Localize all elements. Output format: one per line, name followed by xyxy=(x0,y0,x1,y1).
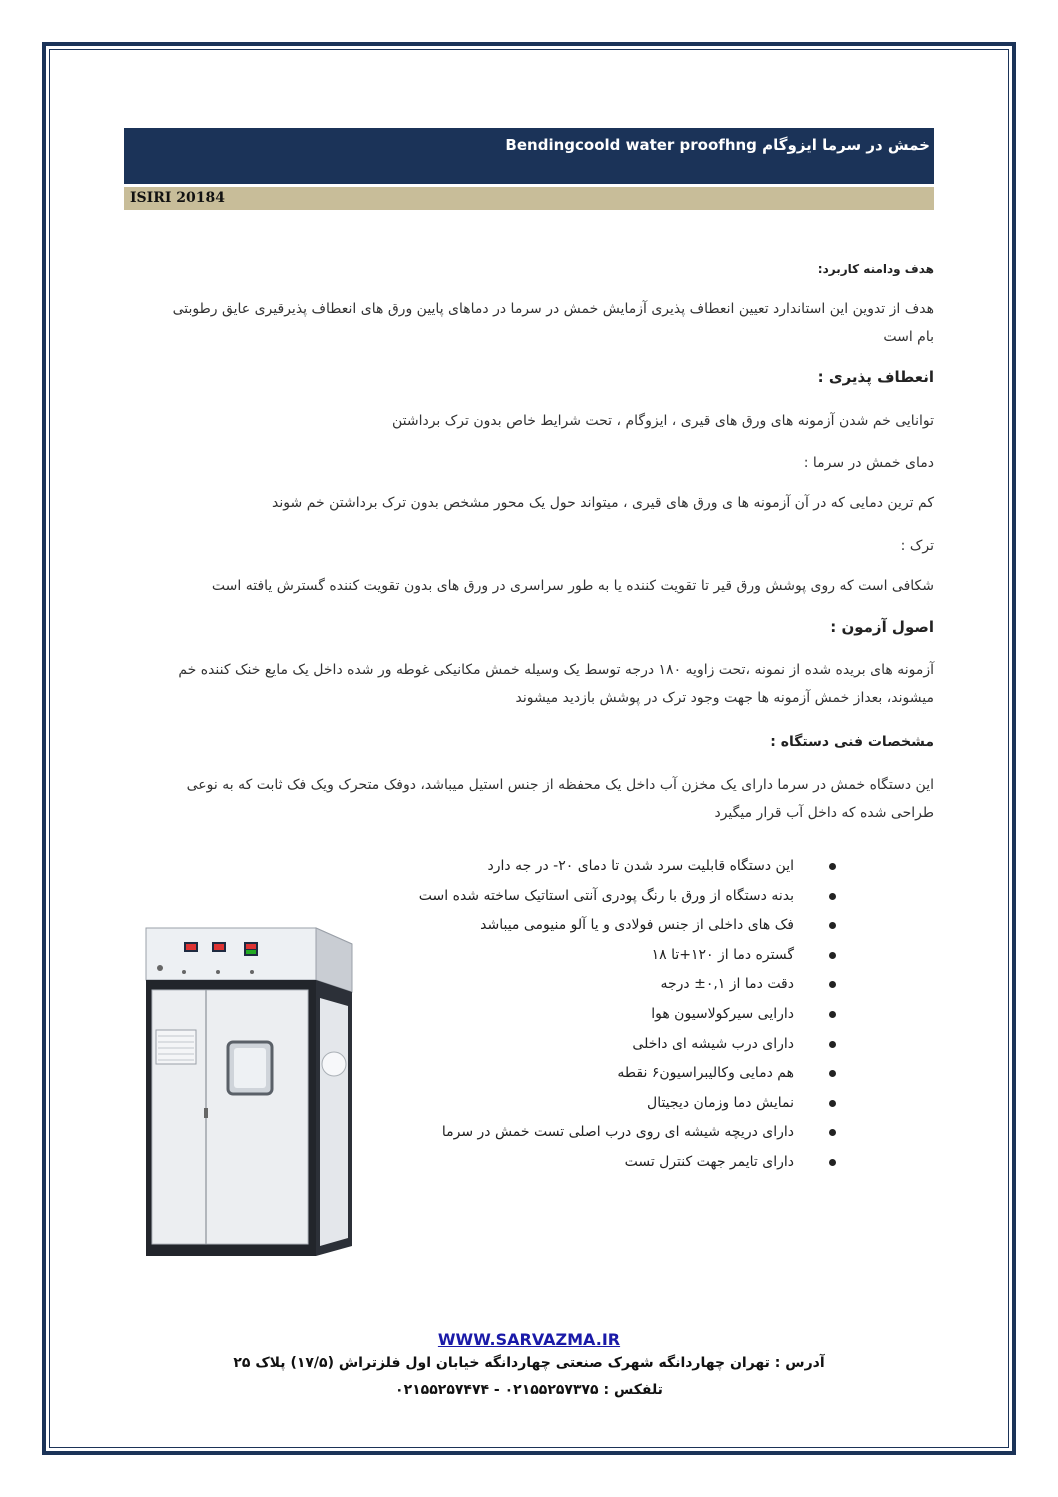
test-principle-line2: میشوند، بعداز خمش آزمونه ها جهت وجود ترک در پوشش بازدید میشوند xyxy=(515,690,934,706)
feature-item: دارای دریچه شیشه ای روی درب اصلی تست خمش در سرما xyxy=(386,1118,836,1148)
bullet-icon xyxy=(829,981,836,988)
address-line: آدرس : تهران چهاردانگه شهرک صنعتی چهاردانگه خیابان اول فلزتراش (۱۷/۵) پلاک ۲۵ xyxy=(233,1355,825,1371)
specs-heading: مشخصات فنی دستگاه : xyxy=(770,734,934,750)
feature-item: گستره دما از ۱۲۰+تا ۱۸ xyxy=(386,941,836,971)
scope-text-line2: بام است xyxy=(883,329,934,345)
cold-bend-tester-image xyxy=(138,920,390,1262)
standard-number-bar xyxy=(124,187,934,210)
crack-heading: ترک : xyxy=(900,538,934,554)
scope-text-line1: هدف از تدوین این استاندارد تعیین انعطاف پذیری آزمایش خمش در سرما در دماهای پایین ورق های انعطاف پذیرقیری عایق رطوبتی xyxy=(172,301,934,317)
document-title-bar xyxy=(124,128,934,184)
bullet-icon xyxy=(829,922,836,929)
document-title: خمش در سرما ایزوگام Bendingcoold water proofhng xyxy=(505,136,930,154)
feature-item: هم دمایی وکالیبراسیون۶ نقطه xyxy=(386,1059,836,1089)
feature-item: دارایی سیرکولاسیون هوا xyxy=(386,1000,836,1030)
bullet-icon xyxy=(829,1100,836,1107)
cold-temp-text: کم ترین دمایی که در آن آزمونه ها ی ورق های قیری ، میتواند حول یک محور مشخص بدون ترک برداشتن خم شوند xyxy=(272,495,934,511)
feature-item: بدنه دستگاه از ورق با رنگ پودری آنتی استاتیک ساخته شده است xyxy=(386,882,836,912)
feature-item: دارای تایمر جهت کنترل تست xyxy=(386,1148,836,1178)
website-link[interactable]: WWW.SARVAZMA.IR xyxy=(437,1330,621,1349)
feature-item: دارای درب شیشه ای داخلی xyxy=(386,1030,836,1060)
flexibility-heading: انعطاف پذیری : xyxy=(817,368,934,386)
bullet-icon xyxy=(829,1159,836,1166)
test-principle-heading: اصول آزمون : xyxy=(830,618,934,636)
test-principle-line1: آزمونه های بریده شده از نمونه ،تحت زاویه ۱۸۰ درجه توسط یک وسیله خمش مکانیکی غوطه ور شده داخل یک مایع خنک کننده خم xyxy=(178,662,934,678)
bullet-icon xyxy=(829,893,836,900)
bullet-icon xyxy=(829,863,836,870)
feature-list xyxy=(386,852,836,1178)
feature-item: دقت دما از ۰,۱± درجه xyxy=(386,970,836,1000)
bullet-icon xyxy=(829,1011,836,1018)
feature-item: این دستگاه قابلیت سرد شدن تا دمای ۲۰- در جه دارد xyxy=(386,852,836,882)
crack-text: شکافی است که روی پوشش ورق قیر تا تقویت کننده یا به طور سراسری در ورق های بدون تقویت کننده گسترش یافته است xyxy=(211,578,934,594)
scope-heading: هدف ودامنه کاربرد: xyxy=(817,262,934,276)
specs-line2: طراحی شده که داخل آب قرار میگیرد xyxy=(714,805,934,821)
specs-line1: این دستگاه خمش در سرما دارای یک مخزن آب داخل یک محفظه از جنس استیل میباشد، دوفک متحرک ویک فک ثابت که به نوعی xyxy=(186,777,934,793)
feature-item: فک های داخلی از جنس فولادی و یا آلو منیومی میباشد xyxy=(386,911,836,941)
bullet-icon xyxy=(829,1070,836,1077)
bullet-icon xyxy=(829,1041,836,1048)
telefax-line: تلفکس : ۰۲۱۵۵۲۵۷۳۷۵ - ۰۲۱۵۵۲۵۷۴۷۴ xyxy=(395,1382,663,1398)
flexibility-text: توانایی خم شدن آزمونه های ورق های قیری ، ایزوگام ، تحت شرایط خاص بدون ترک برداشتن xyxy=(391,413,934,429)
standard-number: ISIRI 20184 xyxy=(130,190,225,206)
cold-temp-heading: دمای خمش در سرما : xyxy=(803,455,934,471)
feature-item: نمایش دما وزمان دیجیتال xyxy=(386,1089,836,1119)
bullet-icon xyxy=(829,952,836,959)
bullet-icon xyxy=(829,1129,836,1136)
